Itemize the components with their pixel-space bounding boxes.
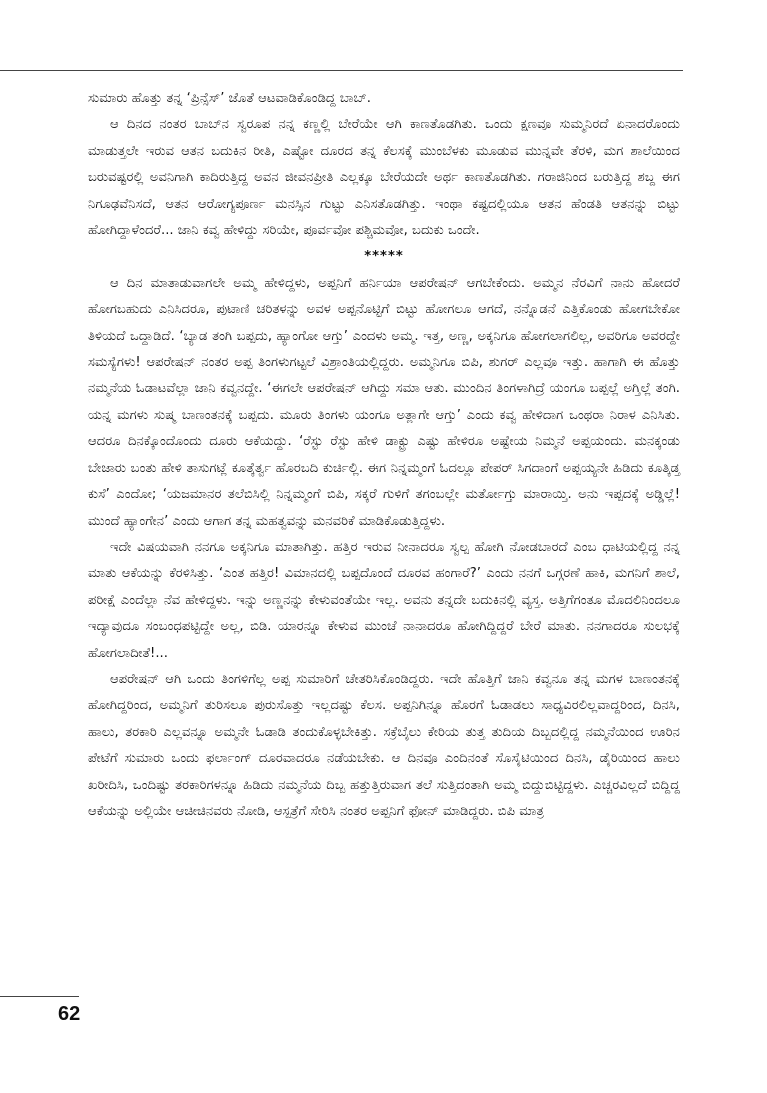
page-body bbox=[88, 86, 680, 825]
paragraph-continued: ಸುಮಾರು ಹೊತ್ತು ತನ್ನ ‘ಪ್ರಿನ್ಸೆಸ್’ ಜೊತೆ ಆಟವಾಡಿಕೊಂಡಿದ್ದ ಬಾಬ್. bbox=[88, 91, 371, 106]
section-separator: ***** bbox=[364, 249, 404, 265]
paragraph: ಆ ದಿನ ಮಾತಾಡುವಾಗಲೇ ಅಮ್ಮ ಹೇಳಿದ್ದಳು, ಅಪ್ಪನಿಗೆ ಹರ್ನಿಯಾ ಆಪರೇಷನ್ ಆಗಬೇಕೆಂದು. ಅಮ್ಮನ ನೆರವಿಗೆ ನಾನು ಹೋದರೆ ಹೋಗಬಹುದು ಎನಿಸಿದರೂ, ಪುಟಾಣಿ ಚರಿತಳನ್ನು ಅವಳ ಅಪ್ಪನೊಟ್ಟಿಗೆ ಬಿಟ್ಟು ಹೋಗಲೂ ಆಗದೆ, ನನ್ನೊಡನೆ ಎತ್ತಿಕೊಂಡು ಹೋಗಬೇಕೋ ತಿಳಿಯದೆ ಒದ್ದಾಡಿದೆ. ‘ಬ್ಯಾಡ ತಂಗಿ ಬಪ್ಪದು, ಹ್ಯಾಂಗೋ ಆಗ್ತು’ ಎಂದಳು ಅಮ್ಮ. ಇತ್ತ, ಅಣ್ಣ, ಅಕ್ಕನಿಗೂ ಹೋಗಲಾಗಲಿಲ್ಲ, ಅವರಿಗೂ ಅವರದ್ದೇ ಸಮಸ್ಯೆಗಳು! ಆಪರೇಷನ್ ನಂತರ ಅಪ್ಪ ತಿಂಗಳುಗಟ್ಟಲೆ ವಿಶ್ರಾಂತಿಯಲ್ಲಿದ್ದರು. ಅಮ್ಮನಿಗೂ ಬಿಪಿ, ಶುಗರ್ ಎಲ್ಲವೂ ಇತ್ತು. ಹಾಗಾಗಿ ಈ ಹೊತ್ತು ನಮ್ಮನೆಯ ಓಡಾಟವೆಲ್ಲಾ ಜಾನಿ ಕವ್ವನದ್ದೇ. ‘ಈಗಲೇ ಆಪರೇಷನ್ ಆಗಿದ್ದು ಸಮಾ ಆತು. ಮುಂದಿನ ತಿಂಗಳಾಗಿದ್ರೆ ಯಂಗೂ ಬಪ್ಪಲ್ಲೆ ಅಗ್ತಿಲ್ಲೆ ತಂಗಿ. ಯನ್ನ ಮಗಳು ಸುಷ್ಮ ಬಾಣಂತನಕ್ಕೆ ಬಪ್ಪದು. ಮೂರು ತಿಂಗಳು ಯಂಗೂ ಅತ್ಲಾಗೇ ಆಗ್ತು’ ಎಂದು ಕವ್ವ ಹೇಳಿದಾಗ ಒಂಥರಾ ನಿರಾಳ ಎನಿಸಿತು. ಆದರೂ ದಿನಕ್ಕೊಂದೊಂದು ದೂರು ಆಕೆಯದ್ದು. ‘ರೆಸ್ಟು ರೆಸ್ಟು ಹೇಳಿ ಡಾಕ್ಟ್ರು ಎಷ್ಟು ಹೇಳಿರೂ ಅಷ್ಟೇಯ ನಿಮ್ಮನೆ ಅಪ್ಪಯಂದು. ಮನಕ್ಕಂಡು ಬೇಜಾರು ಬಂತು ಹೇಳಿ ತಾಸುಗಟ್ಲೆ ಕೂತ್ಕೆರ್ತ್ವ ಹೊರಬದಿ ಕುರ್ಚಿಲ್ಲಿ. ಈಗ ನಿನ್ನಮ್ಮಂಗೆ ಓದಲ್ಲೂ ಪೇಪರ್ ಸಿಗದಾಂಗೆ ಅಪ್ಪಯ್ಯನೇ ಹಿಡಿದು ಕೂತ್ಕಿಡ್ತ ಕುಸೆ’ ಎಂದೋ; ‘ಯಜಮಾನರ ತಲೆಬಿಸಿಲ್ಲಿ ನಿನ್ನಮ್ಮಂಗೆ ಬಿಪಿ, ಸಕ್ಕರೆ ಗುಳಿಗೆ ತಗಂಬಲ್ಲೇ ಮರ್ತೋಗ್ತು ಮಾರಾಯ್ತಿ. ಅನು ಇಪ್ಪದಕ್ಕೆ ಅಡ್ಡಿಲ್ಲೆ! ಮುಂದೆ ಹ್ಯಾಂಗೇನ’ ಎಂದು ಆಗಾಗ ತನ್ನ ಮಹತ್ವವನ್ನು ಮನವರಿಕೆ ಮಾಡಿಕೊಡುತ್ತಿದ್ದಳು. bbox=[88, 275, 680, 529]
paragraph: ಆಪರೇಷನ್ ಆಗಿ ಒಂದು ತಿಂಗಳಿಗೆಲ್ಲ ಅಪ್ಪ ಸುಮಾರಿಗೆ ಚೇತರಿಸಿಕೊಂಡಿದ್ದರು. ಇದೇ ಹೊತ್ತಿಗೆ ಜಾನಿ ಕವ್ವನೂ ತನ್ನ ಮಗಳ ಬಾಣಂತನಕ್ಕೆ ಹೋಗಿದ್ದರಿಂದ, ಅಮ್ಮನಿಗೆ ತುರಿಸಲೂ ಪುರುಸೊತ್ತು ಇಲ್ಲದಷ್ಟು ಕೆಲಸ. ಅಪ್ಪನಿಗಿನ್ನೂ ಹೊರಗೆ ಓಡಾಡಲು ಸಾಧ್ಯವಿರಲಿಲ್ಲವಾದ್ದರಿಂದ, ದಿನಸಿ, ಹಾಲು, ತರಕಾರಿ ಎಲ್ಲವನ್ನೂ ಅಮ್ಮನೇ ಓಡಾಡಿ ತಂದುಕೊಳ್ಳಬೇಕಿತ್ತು. ಸಕ್ರೆಬೈಲು ಕೇರಿಯ ತುತ್ತ ತುದಿಯ ದಿಬ್ಬದಲ್ಲಿದ್ದ ನಮ್ಮನೆಯಿಂದ ಊರಿನ ಪೇಟೆಗೆ ಸುಮಾರು ಒಂದು ಫರ್ಲಾಂಗ್ ದೂರವಾದರೂ ನಡೆಯಬೇಕು. ಆ ದಿನವೂ ಎಂದಿನಂತೆ ಸೊಸೈಟಿಯಿಂದ ದಿನಸಿ, ಡೈರಿಯಿಂದ ಹಾಲು ಖರೀದಿಸಿ, ಒಂದಿಷ್ಟು ತರಕಾರಿಗಳನ್ನೂ ಹಿಡಿದು ನಮ್ಮನೆಯ ದಿಬ್ಬ ಹತ್ತುತ್ತಿರುವಾಗ ತಲೆ ಸುತ್ತಿದಂತಾಗಿ ಅಮ್ಮ ಬಿದ್ದುಬಿಟ್ಟಿದ್ದಳು. ಎಚ್ಚರವಿಲ್ಲದೆ ಬಿದ್ದಿದ್ದ ಆಕೆಯನ್ನು ಅಲ್ಲಿಯೇ ಆಚೀಚಿನವರು ನೋಡಿ, ಆಸ್ಪತ್ರೆಗೆ ಸೇರಿಸಿ ನಂತರ ಅಪ್ಪನಿಗೆ ಫೋನ್ ಮಾಡಿದ್ದರು. ಬಿಪಿ ಮಾತ್ರ bbox=[88, 671, 680, 819]
paragraph: ಇದೇ ವಿಷಯವಾಗಿ ನನಗೂ ಅಕ್ಕನಿಗೂ ಮಾತಾಗಿತ್ತು. ಹತ್ತಿರ ಇರುವ ನೀನಾದರೂ ಸ್ವಲ್ಪ ಹೋಗಿ ನೋಡಬಾರದೆ ಎಂಬ ಧಾಟಿಯಲ್ಲಿದ್ದ ನನ್ನ ಮಾತು ಆಕೆಯನ್ನು ಕೆರಳಿಸಿತ್ತು. ‘ಎಂತ ಹತ್ತಿರ! ವಿಮಾನದಲ್ಲಿ ಬಪ್ಪದೊಂದೆ ದೂರವ ಹಂಗಾರೆ?’ ಎಂದು ನನಗೆ ಒಗ್ಗರಣೆ ಹಾಕಿ, ಮಗನಿಗೆ ಶಾಲೆ, ಪರೀಕ್ಷೆ ಎಂದೆಲ್ಲಾ ನೆವ ಹೇಳಿದ್ದಳು. ಇನ್ನು ಅಣ್ಣನನ್ನು ಕೇಳುವಂತೆಯೇ ಇಲ್ಲ. ಅವನು ತನ್ನದೇ ಬದುಕಿನಲ್ಲಿ ವ್ಯಸ್ತ. ಅತ್ತಿಗೆಗಂತೂ ಮೊದಲಿನಿಂದಲೂ ಇದ್ಯಾವುದೂ ಸಂಬಂಧಪಟ್ಟಿದ್ದೇ ಅಲ್ಲ, ಬಿಡಿ. ಯಾರನ್ನೂ ಕೇಳುವ ಮುಂಚೆ ನಾನಾದರೂ ಹೋಗಿದ್ದಿದ್ದರೆ ಬೇರೆ ಮಾತು. ನನಗಾದರೂ ಸುಲಭಕ್ಕೆ ಹೋಗಲಾದೀತೆ!... bbox=[88, 539, 680, 661]
header-rule bbox=[0, 70, 683, 71]
paragraph: ಆ ದಿನದ ನಂತರ ಬಾಬ್‌ನ ಸ್ವರೂಪ ನನ್ನ ಕಣ್ಣಲ್ಲಿ ಬೇರೆಯೇ ಆಗಿ ಕಾಣತೊಡಗಿತು. ಒಂದು ಕ್ಷಣವೂ ಸುಮ್ಮನಿರದೆ ಏನಾದರೊಂದು ಮಾಡುತ್ತಲೇ ಇರುವ ಆತನ ಬದುಕಿನ ರೀತಿ, ಎಷ್ಟೋ ದೂರದ ತನ್ನ ಕೆಲಸಕ್ಕೆ ಮುಂಬೆಳಕು ಮೂಡುವ ಮುನ್ನವೇ ತೆರಳಿ, ಮಗ ಶಾಲೆಯಿಂದ ಬರುವಷ್ಟರಲ್ಲಿ ಅವನಿಗಾಗಿ ಕಾದಿರುತ್ತಿದ್ದ ಅವನ ಜೀವನಪ್ರೀತಿ ಎಲ್ಲಕ್ಕೂ ಬೇರೆಯದೇ ಅರ್ಥ ಕಾಣತೊಡಗಿತು. ಗರಾಜಿನಿಂದ ಬರುತ್ತಿದ್ದ ಶಬ್ದ ಈಗ ನಿಗೂಢವೆನಿಸದೆ, ಆತನ ಆರೋಗ್ಯಪೂರ್ಣ ಮನಸ್ಸಿನ ಗುಟ್ಟು ಎನಿಸತೊಡಗಿತ್ತು. ಇಂಥಾ ಕಷ್ಟದಲ್ಲಿಯೂ ಆತನ ಹೆಂಡತಿ ಆತನನ್ನು ಬಿಟ್ಟು ಹೋಗಿದ್ದಾಳೆಂದರೆ... ಜಾನಿ ಕವ್ವ ಹೇಳಿದ್ದು ಸರಿಯೇ, ಪೂರ್ವವೋ ಪಶ್ಚಿಮವೋ, ಬದುಕು ಒಂದೇ. bbox=[88, 117, 680, 239]
footer-rule bbox=[0, 996, 79, 997]
page-number: 62 bbox=[58, 1003, 81, 1025]
